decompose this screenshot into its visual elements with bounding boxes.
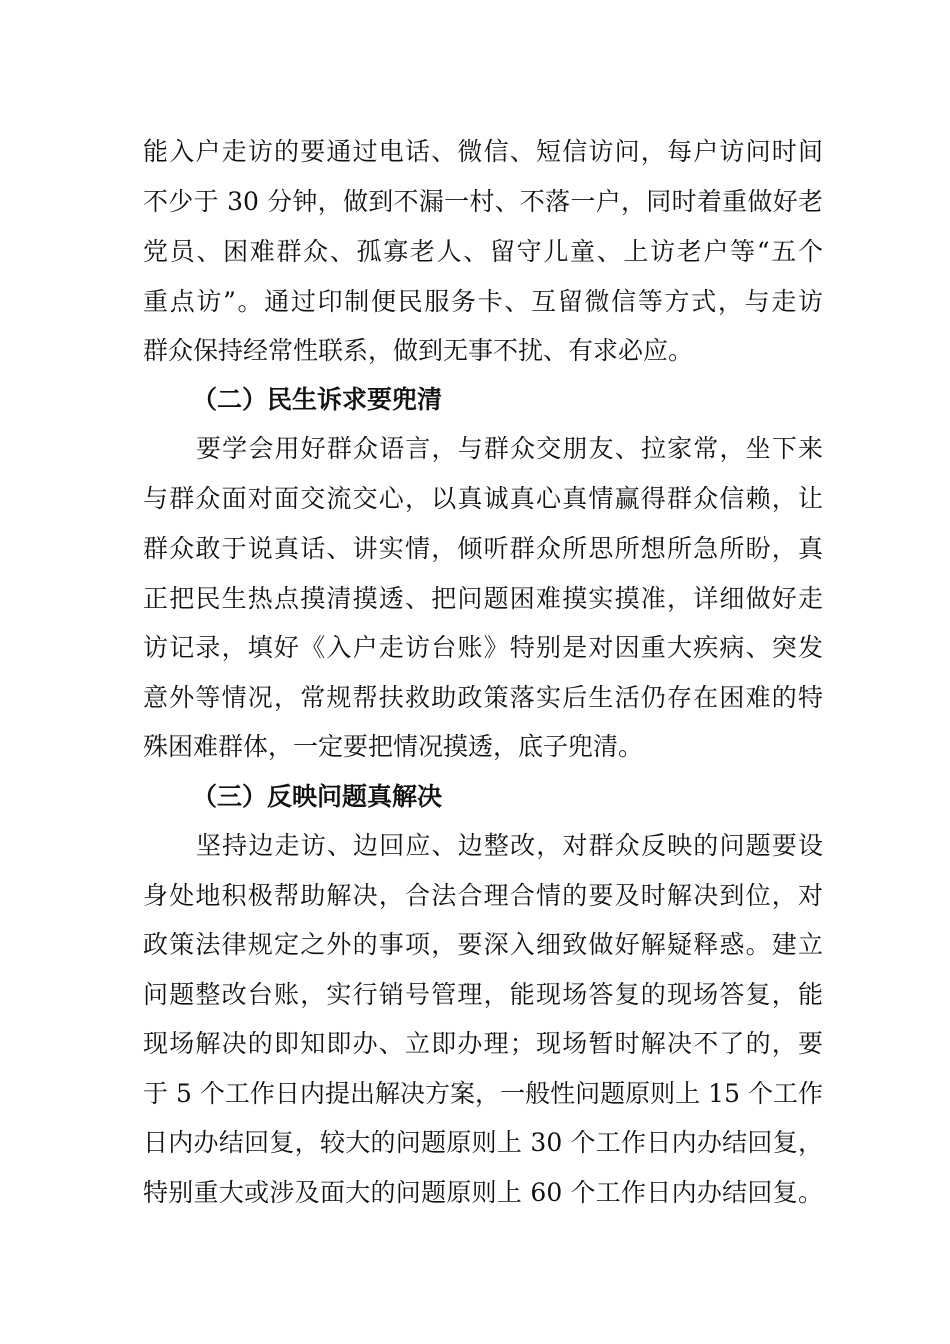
paragraph-line: 身处地积极帮助解决，合法合理合情的要及时解决到位，对 (143, 881, 823, 910)
paragraph-line: 殊困难群体，一定要把情况摸透，底子兜清。 (143, 732, 644, 761)
paragraph-line: 重点访”。通过印制便民服务卡、互留微信等方式，与走访 (143, 287, 823, 316)
paragraph-line: 群众保持经常性联系，做到无事不扰、有求必应。 (143, 336, 694, 365)
paragraph-line: 不少于 30 分钟，做到不漏一村、不落一户，同时着重做好老 (143, 187, 823, 216)
paragraph-line: 特别重大或涉及面大的问题原则上 60 个工作日内办结回复。 (143, 1178, 823, 1207)
paragraph-line: 日内办结回复，较大的问题原则上 30 个工作日内办结回复， (143, 1128, 823, 1157)
section-heading: （二）民生诉求要兜清 (192, 385, 443, 414)
paragraph-line: 问题整改台账，实行销号管理，能现场答复的现场答复，能 (143, 980, 823, 1009)
paragraph-line: 意外等情况，常规帮扶救助政策落实后生活仍存在困难的特 (143, 683, 823, 712)
paragraph-line: 党员、困难群众、孤寡老人、留守儿童、上访老户等“五个 (143, 237, 823, 266)
paragraph-line: 政策法律规定之外的事项，要深入细致做好解疑释惑。建立 (143, 930, 823, 959)
paragraph-line: 能入户走访的要通过电话、微信、短信访问，每户访问时间 (143, 137, 823, 166)
paragraph-line: 坚持边走访、边回应、边整改，对群众反映的问题要设 (196, 831, 823, 860)
paragraph-line: 访记录，填好《入户走访台账》特别是对因重大疾病、突发 (143, 633, 823, 662)
paragraph-line: 于 5 个工作日内提出解决方案，一般性问题原则上 15 个工作 (143, 1079, 823, 1108)
paragraph-line: 与群众面对面交流交心，以真诚真心真情赢得群众信赖，让 (143, 484, 823, 513)
paragraph-line: 要学会用好群众语言，与群众交朋友、拉家常，坐下来 (196, 434, 823, 463)
section-heading: （三）反映问题真解决 (192, 782, 443, 811)
paragraph-line: 正把民生热点摸清摸透、把问题困难摸实摸准，详细做好走 (143, 584, 823, 613)
paragraph-line: 群众敢于说真话、讲实情，倾听群众所思所想所急所盼，真 (143, 534, 823, 563)
paragraph-line: 现场解决的即知即办、立即办理；现场暂时解决不了的，要 (143, 1029, 823, 1058)
